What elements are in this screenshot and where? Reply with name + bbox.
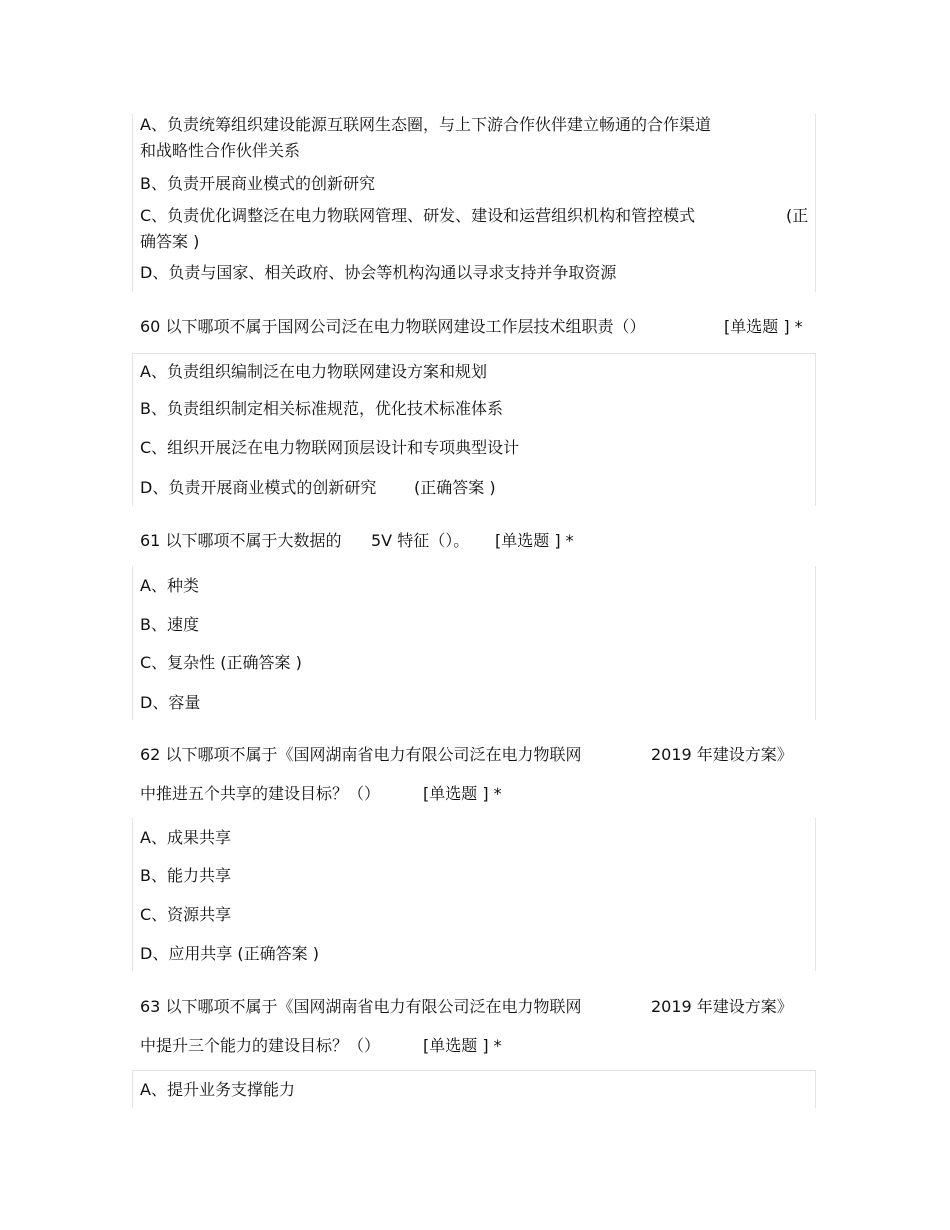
question-62-title-part2: 2019 年建设方案》 bbox=[651, 745, 793, 764]
q61-option-d[interactable]: D、容量 bbox=[140, 693, 201, 712]
q63-option-a[interactable]: A、提升业务支撑能力 bbox=[140, 1080, 295, 1099]
option-d: D、负责与国家、相关政府、协会等机构沟通以寻求支持并争取资源 bbox=[140, 263, 617, 282]
question-62-title: 62 以下哪项不属于《国网湖南省电力有限公司泛在电力物联网 bbox=[140, 745, 582, 764]
option-a-line2: 和战略性合作伙伴关系 bbox=[140, 141, 301, 160]
options-box-61 bbox=[132, 566, 816, 720]
question-63-title-line2: 中提升三个能力的建设目标？（） bbox=[140, 1036, 381, 1055]
option-c-line2: 确答案 ) bbox=[140, 232, 200, 251]
option-a-line1: A、负责统筹组织建设能源互联网生态圈，与上下游合作伙伴建立畅通的合作渠道 bbox=[140, 115, 711, 134]
question-61-title: 61 以下哪项不属于大数据的 bbox=[140, 531, 342, 550]
q60-option-d[interactable]: D、负责开展商业模式的创新研究 bbox=[140, 478, 377, 497]
question-63-type: [单选题 ] * bbox=[423, 1036, 502, 1055]
q62-option-a[interactable]: A、成果共享 bbox=[140, 828, 231, 847]
q61-option-b[interactable]: B、速度 bbox=[140, 615, 199, 634]
question-62-type: [单选题 ] * bbox=[423, 784, 502, 803]
q62-option-b[interactable]: B、能力共享 bbox=[140, 866, 231, 885]
question-60-type: [单选题 ] * bbox=[724, 317, 803, 336]
q61-option-a[interactable]: A、种类 bbox=[140, 576, 199, 595]
question-62-title-line2: 中推进五个共享的建设目标？（） bbox=[140, 784, 381, 803]
q61-option-c[interactable]: C、复杂性 (正确答案 ) bbox=[140, 653, 302, 672]
q60-option-b[interactable]: B、负责组织制定相关标准规范，优化技术标准体系 bbox=[140, 399, 503, 418]
q60-option-c[interactable]: C、组织开展泛在电力物联网顶层设计和专项典型设计 bbox=[140, 438, 520, 457]
question-61-title-part2: 5V 特征（）。 bbox=[371, 531, 470, 550]
question-60-title: 60 以下哪项不属于国网公司泛在电力物联网建设工作层技术组职责（） bbox=[140, 317, 646, 336]
q62-option-d[interactable]: D、应用共享 (正确答案 ) bbox=[140, 944, 319, 963]
question-63-title-part2: 2019 年建设方案》 bbox=[651, 997, 793, 1016]
question-61-type: [单选题 ] * bbox=[495, 531, 574, 550]
q60-option-a[interactable]: A、负责组织编制泛在电力物联网建设方案和规划 bbox=[140, 362, 487, 381]
q62-option-c[interactable]: C、资源共享 bbox=[140, 905, 232, 924]
q60-correct-mark: (正确答案 ) bbox=[414, 478, 496, 497]
option-c-line1: C、负责优化调整泛在电力物联网管理、研发、建设和运营组织机构和管控模式 bbox=[140, 206, 696, 225]
question-63-title: 63 以下哪项不属于《国网湖南省电力有限公司泛在电力物联网 bbox=[140, 997, 582, 1016]
option-c-answer-tail: (正 bbox=[786, 206, 809, 225]
option-b: B、负责开展商业模式的创新研究 bbox=[140, 174, 375, 193]
